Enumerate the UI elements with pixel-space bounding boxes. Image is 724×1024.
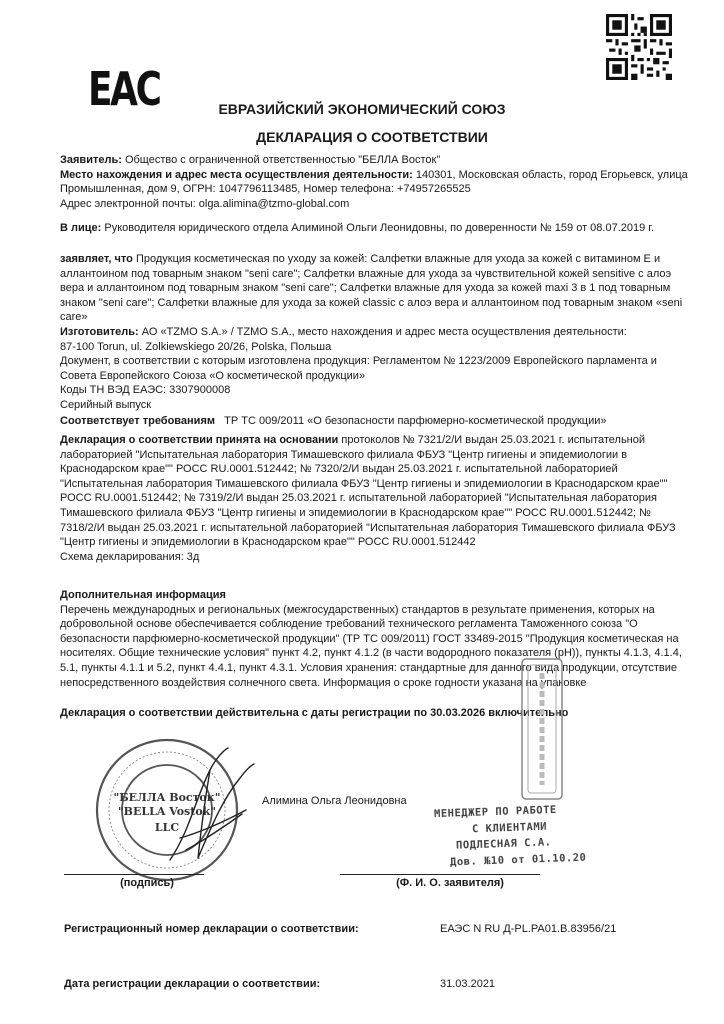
declares-value: Продукция косметическая по уходу за кожей: Салфетки влажные для ухода за кожей с витамином Е и аллантоином под товарным знаком "seni care"; Салфетки влажные для ухода за чувствительной кожей sensitive с алоэ вера и аллантоином под товарным знаком "seni care"; Салфетки влажные для ухода за кожей maxi 3 в 1 под товарным знаком "seni care"; Салфетки влажные для ухода за кожей classic с алоэ вера и аллантоином под товарным знаком «seni care»: [60, 253, 683, 324]
union-title: ЕВРАЗИЙСКИЙ ЭКОНОМИЧЕСКИЙ СОЮЗ: [218, 101, 506, 117]
declares-block: [60, 252, 690, 428]
applicant-label: Заявитель:: [60, 154, 122, 166]
manager-stamp-line-1: МЕНЕДЖЕР ПО РАБОТЕ: [433, 803, 557, 821]
scheme-line: Схема декларирования: 3д: [60, 550, 200, 563]
reg-date-label: Дата регистрации декларации о соответствии:: [64, 978, 321, 990]
side-stamp: [508, 655, 578, 805]
reg-number-value: ЕАЭС N RU Д-PL.PA01.B.83956/21: [440, 923, 617, 935]
validity-line: Декларация о соответствии действительна с даты регистрации по 30.03.2026 включительно: [60, 707, 569, 719]
additional-value: Перечень международных и региональных (межгосударственных) стандартов в результате применения, которых на добровольной основе обеспечивается соблюдение требований технического регламента Таможенного союза "О безопасности парфюмерно-косметической продукции" (ТР ТС 009/2011) ГОСТ 33489-2015 "Продукция косметическая на носителях. Общие технические условия" пункт 4.2, пункт 4.1.2 (в части водородного показателя (pH)), пункты 4.1.3, 4.1.4, 5.1, пункты 4.1.1 и 5.2, пункт 4.4.1, пункт 4.3.1. Условия хранения: стандартные для данного вида продукции, отсутствие непосредственного воздействия солнечного света. Информация о сроке годности указана на упаковке: [60, 603, 682, 689]
manager-stamp-line-4: Дов. №10 от 01.10.20: [449, 851, 587, 869]
serial-line: Серийный выпуск: [60, 398, 152, 411]
manufacturer-address: 87-100 Torun, ul. Zolkiewskiego 20/26, Polska, Польша: [60, 340, 332, 353]
applicant-value: Общество с ограниченной ответственностью "БЕЛЛА Восток": [124, 154, 441, 166]
person-value: Руководителя юридического отдела Алиминой Ольги Леонидовны, по доверенности № 159 от 08.07.2019 г.: [104, 222, 654, 234]
manufacturer-label: Изготовитель:: [60, 325, 139, 338]
basis-value: протоколов № 7321/2/И выдан 25.03.2021 г. испытательной лабораторией "Испытательная лаборатория Тимашевского филиала ФБУЗ "Центр гигиены и эпидемиологии в Краснодарском крае"" РОСС RU.0001.512442; № 7320/2/И выдан 25.03.2021 г. испытательной лабораторией "Испытательная лаборатория Тимашевского филиала ФБУЗ "Центр гигиены и эпидемиологии в Краснодарском крае"" РОСС RU.0001.512442; № 7319/2/И выдан 25.03.2021 г. испытательной лабораторией "Испытательная лаборатория Тимашевского филиала ФБУЗ "Центр гигиены и эпидемиологии в Краснодарском крае"" РОСС RU.0001.512442; № 7318/2/И выдан 25.03.2021 г. испытательной лабораторией "Испытательная лаборатория Тимашевского филиала ФБУЗ "Центр гигиены и эпидемиологии в Краснодарском крае"" РОСС RU.0001.512442: [60, 434, 676, 549]
document-line: Документ, в соответствии с которым изготовлена продукция: Регламентом № 1223/2009 Европейского парламента и Совета Европейского Союза «О косметической продукции»: [60, 355, 657, 382]
declares-label: заявляет, что: [60, 253, 133, 265]
document-title: ДЕКЛАРАЦИЯ О СООТВЕТСТВИИ: [256, 129, 488, 145]
manager-stamp: [428, 790, 616, 868]
address-value: 140301, Московская область, город Егорьевск, улица Промышленная, дом 9, ОГРН: 1047796113485, Номер телефона: +74957265525: [60, 168, 688, 196]
additional-block: [60, 588, 690, 690]
manufacturer-value: АО «TZMO S.A.» / TZMO S.A., место нахождения и адрес места осуществления деятельности:: [141, 325, 627, 338]
qr-code: [606, 14, 672, 80]
stamp-line-3: LLC: [154, 821, 180, 834]
codes-line: Коды ТН ВЭД ЕАЭС: 3307900008: [60, 384, 231, 397]
sign-caption: (подпись): [120, 877, 174, 889]
person-block: [60, 221, 690, 236]
signature-scribble: [150, 740, 270, 870]
basis-label: Декларация о соответствии принята на основании: [60, 434, 339, 446]
requirements-label: Соответствует требованиям: [60, 414, 215, 427]
applicant-block: [60, 153, 690, 211]
address-label: Место нахождения и адрес места осуществления деятельности:: [60, 168, 413, 181]
basis-block: [60, 433, 690, 564]
signer-name: Алимина Ольга Леонидовна: [262, 795, 407, 807]
stamp-line-2: "BELLA Vostok": [117, 805, 217, 818]
requirements-value: ТР ТС 009/2011 «О безопасности парфюмерно-косметической продукции»: [224, 414, 607, 427]
signature-line: [64, 874, 204, 875]
fio-line: [340, 874, 540, 875]
fio-caption: (Ф. И. О. заявителя): [396, 877, 504, 889]
eac-logo: ЕАС: [88, 62, 160, 116]
stamp-line-1: "БЕЛЛА Восток": [113, 791, 221, 804]
reg-date-value: 31.03.2021: [440, 978, 496, 990]
additional-label: Дополнительная информация: [60, 589, 226, 601]
person-label: В лице:: [60, 222, 102, 234]
reg-number-label: Регистрационный номер декларации о соответствии:: [64, 923, 359, 935]
manager-stamp-line-3: ПОДЛЕСНАЯ С.А.: [455, 836, 552, 852]
manager-stamp-line-2: С КЛИЕНТАМИ: [471, 820, 548, 836]
email-line: Адрес электронной почты: olga.alimina@tzmo-global.com: [60, 197, 350, 210]
